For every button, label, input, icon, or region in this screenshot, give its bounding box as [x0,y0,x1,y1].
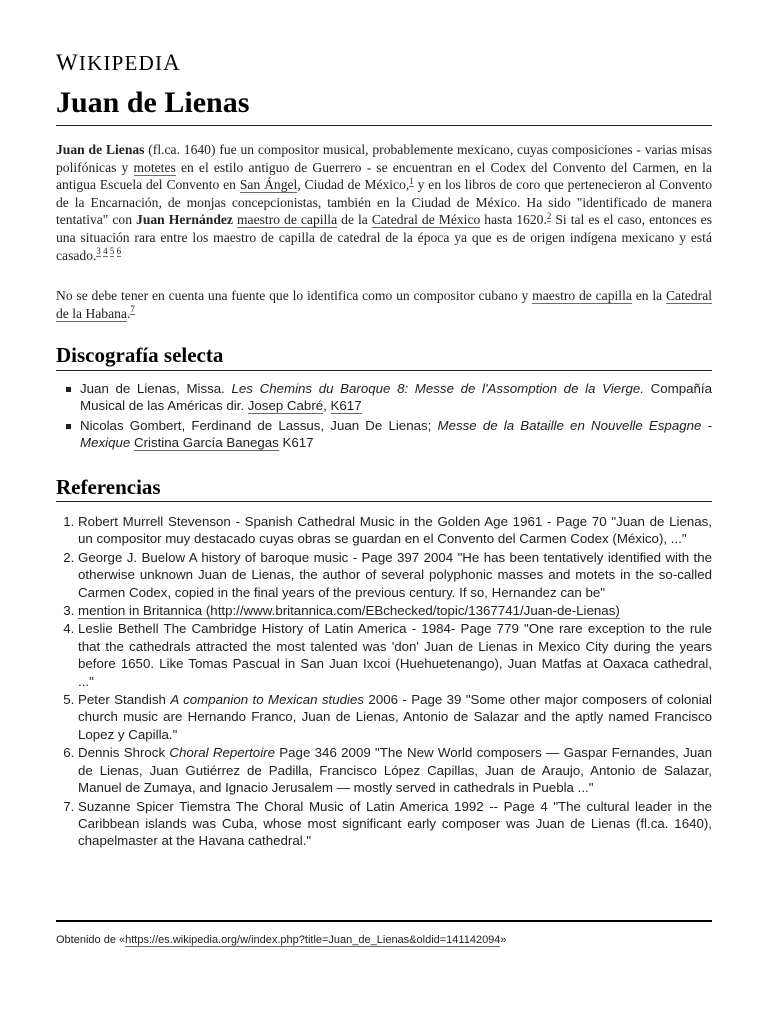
citation-1[interactable]: 1 [409,175,414,186]
link-britannica[interactable]: mention in Britannica (http://www.britannica.com/EBchecked/topic/1367741/Juan-de-Lienas) [78,603,620,619]
text: , Ciudad de México, [297,177,410,193]
reference-item [78,744,712,796]
link-catedral-de-la-habana[interactable]: Catedral de la Habana [56,288,713,321]
reference-item: 4. Leslie Bethell The Cambridge History of Latin America - 1984- Page 779 "One rare exception to the rule that the cathedrals attracted the most talented was 'don' Juan de Lienas in Mexico City during the years before 1650. Like Tomas Pascual in San Juan Ixcoi (Huehuetenango), Juan Matfas at Oaxaca cathedral, ..." [78,620,712,690]
text: . [126,305,131,321]
text: Nicolas Gombert, Ferdinand de Lassus, Juan De Lienas; [80,417,438,433]
page-title: Juan de Lienas [56,86,250,119]
album-title: Les Chemins du Baroque 8: Messe de l'Assomption de la Vierge. [231,381,644,396]
text: en la [631,288,666,303]
second-paragraph [56,287,712,322]
citation-7[interactable]: 7 [130,304,135,315]
discography-heading: Discografía selecta [56,343,224,367]
link-maestro-de-capilla[interactable]: maestro de capilla [236,212,338,228]
link-cristina-garcia-banegas[interactable]: Cristina García Banegas [133,435,279,451]
text: Peter Standish [78,692,171,708]
text: y en los libros de coro que pertenecieron al Convento de la Encarnación, de monjas concepcionistas, también en la Ciudad de México. Ha sido "identificado de manera tentativa" con [56,177,713,228]
book-title: Choral Repertoire [169,745,275,761]
reference-item [78,602,712,619]
link-josep-cabre[interactable]: Josep Cabré [247,398,324,414]
logo-letter-first: W [56,50,79,75]
album-title: Messe de la Bataille en Nouvelle Espagne - Mexique [80,417,712,451]
text: K617 [278,435,314,451]
text: (fl.ca. 1640) fue un compositor musical, probablemente mexicano, cuyas composiciones - varias misas polifónicas y [56,142,712,175]
citation-3[interactable]: 3 [96,246,101,257]
citation-5[interactable]: 5 [109,246,115,257]
link-maestro-de-capilla-2[interactable]: maestro de capilla [532,288,632,303]
discography-divider [56,370,712,371]
references-list [56,513,712,851]
reference-item: 1. Robert Murrell Stevenson - Spanish Cathedral Music in the Golden Age 1961 - Page 70 "Juan de Lienas, un compositor muy destacado cuyas obras se guardan en el Convento del Carmen Codex (México), ..." [78,513,712,548]
text: Si tal es el caso, entonces es una situación rara entre los maestro de capilla de catedral de la época ya que es de origen indígena mexicano y está casado. [56,212,712,263]
link-catedral-de-mexico[interactable]: Catedral de México [371,212,481,228]
retrieved-from [56,934,507,946]
wikipedia-logo[interactable] [56,50,181,76]
text: Obtenido de « [56,934,126,946]
text: Page 346 2009 "The New World composers — Gaspar Fernandes, Juan de Lienas, Juan Gutiérrez de Padilla, Francisco López Capillas, Juan de Araujo, Antonio de Salazar, Manuel de Zumaya, and Ignacio Jerusalem — mostly served in cathedrals in Puebla ..." [78,745,712,796]
citation-2[interactable]: 2 [546,210,552,221]
intro-paragraph [56,141,712,264]
text: 2006 - Page 39 "Some other major composers of colonial church music are Hernando Franco, Juan de Lienas, Antonio de Salazar and the aptly named Francisco Lopez y Capilla." [78,692,712,742]
subject-name: Juan de Lienas [56,142,145,157]
text: Juan de Lienas, Missa. [80,381,232,396]
link-k617[interactable]: K617 [330,398,362,414]
references-divider [56,501,712,502]
text: Compañía Musical de las Américas dir. [80,381,712,414]
reference-item: 7. Suzanne Spicer Tiemstra The Choral Music of Latin America 1992 -- Page 4 "The cultural leader in the Caribbean islands was Cuba, whose most significant early composer was Juan de Lienas (fl.ca. 1640), chapelmaster at the Havana cathedral." [78,798,712,850]
link-san-angel[interactable]: San Ángel [239,177,298,193]
reference-item: 2. George J. Buelow A history of baroque music - Page 397 2004 "He has been tentatively identified with the otherwise unknown Juan de Lienas, the author of several polyphonic masses and motets in the so-called Carmen Codex, copied in the final years of the previous century. If so, Hernandez can be" [78,549,712,601]
permanent-link[interactable]: https://es.wikipedia.org/w/index.php?title=Juan_de_Lienas&oldid=141142094 [125,934,501,946]
text: No se debe tener en cuenta una fuente que lo identifica como un compositor cubano y [56,288,533,303]
text: Dennis Shrock [78,745,170,761]
text: » [500,934,507,946]
book-title: A companion to Mexican studies [170,692,365,708]
text: hasta 1620. [480,212,547,228]
footer-divider [56,920,712,922]
discography-item [80,417,712,452]
title-divider [56,125,712,126]
text: en el estilo antiguo de Guerrero - se encuentran en el Codex del Convento del Carmen, en la antigua Escuela del Convento en [56,159,712,193]
text: de la [337,212,372,228]
references-heading: Referencias [56,475,161,499]
discography-item [80,380,712,415]
citation-4[interactable]: 4 [103,246,108,257]
reference-item [78,691,712,743]
link-motetes[interactable]: motetes [133,159,176,175]
text: , [323,398,331,414]
logo-letters: IKIPEDI [78,51,164,75]
discography-list [56,380,712,454]
juan-hernandez-name: Juan Hernández [136,212,233,228]
citation-6[interactable]: 6 [116,246,122,257]
logo-letter-last: A [163,50,181,75]
